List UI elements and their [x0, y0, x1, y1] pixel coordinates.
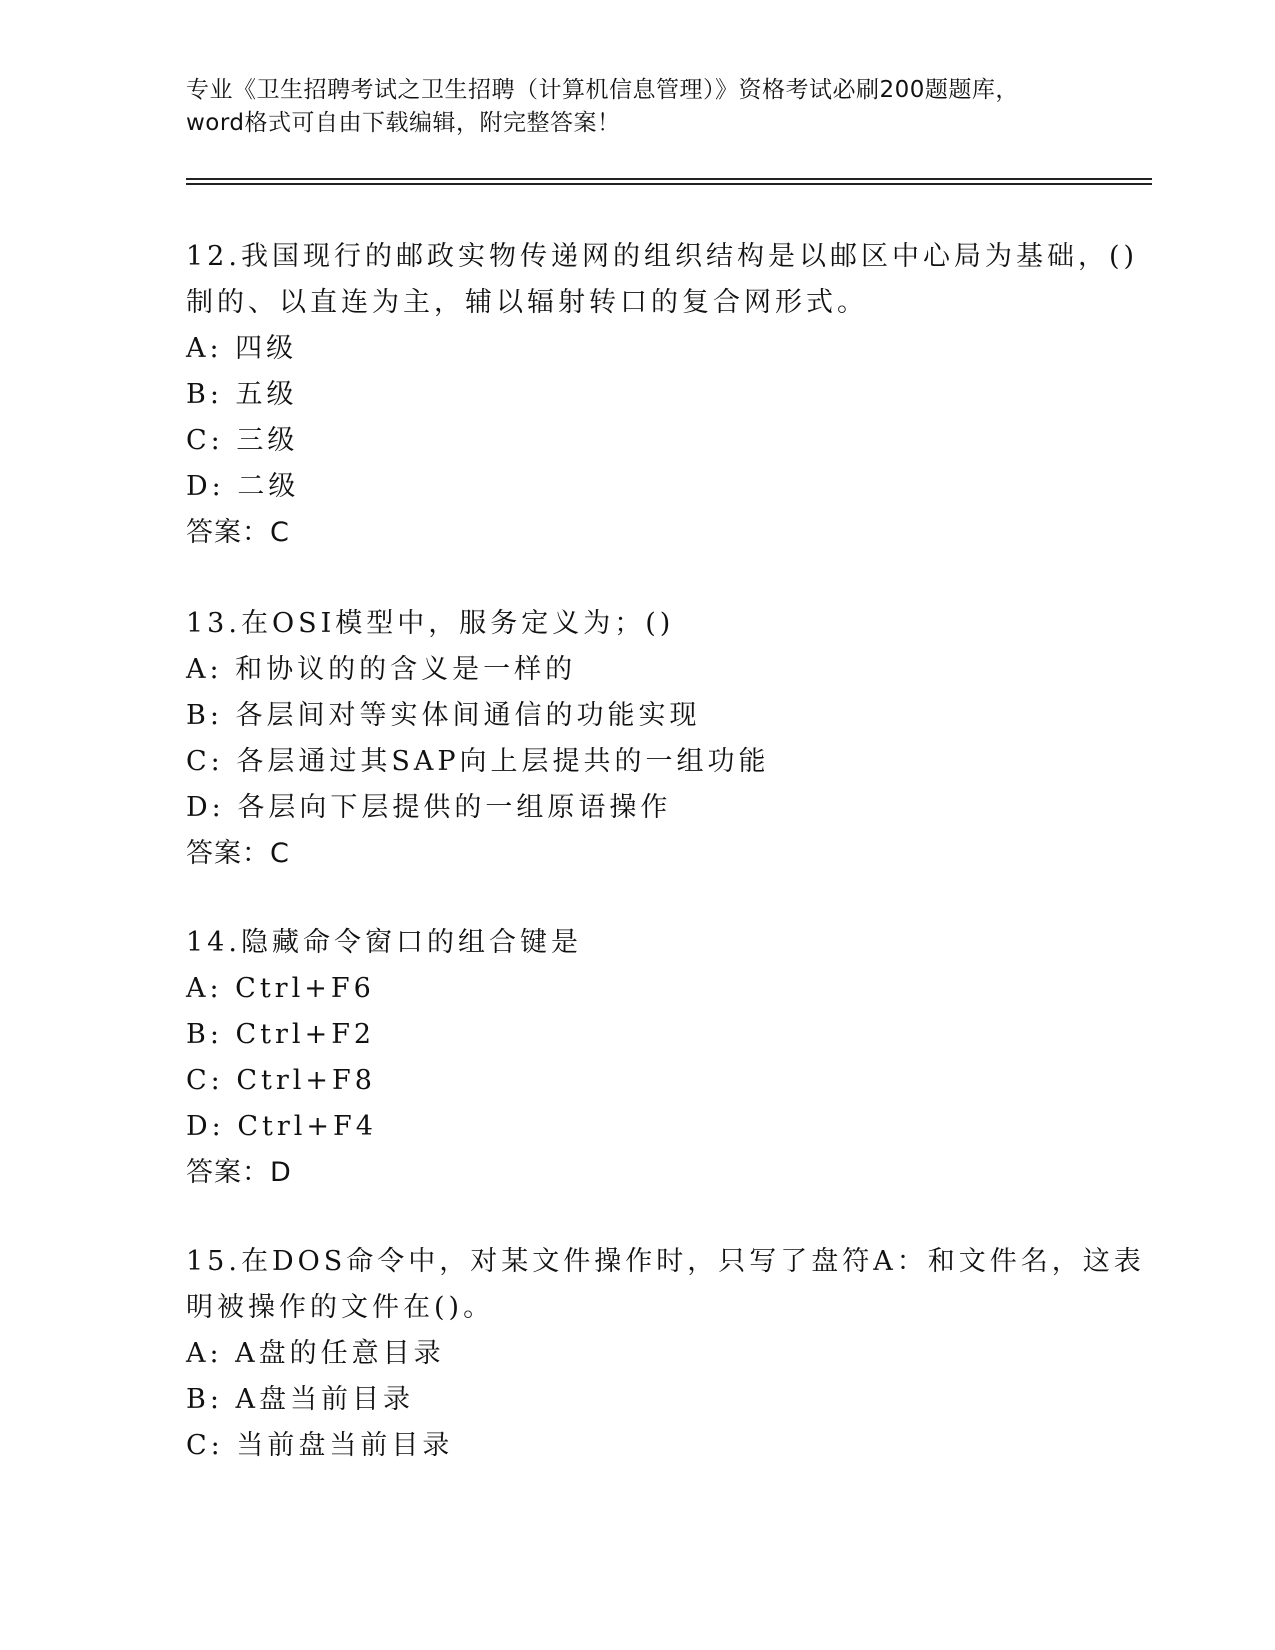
- question-stem-line: 12.我国现行的邮政实物传递网的组织结构是以邮区中心局为基础，(): [186, 241, 1139, 272]
- question-13: [186, 601, 1086, 877]
- question-12: [186, 234, 1139, 556]
- answer-line: 答案：C: [186, 517, 290, 548]
- header-divider-bottom: [186, 183, 1152, 185]
- option-c: C: 三级: [186, 425, 299, 456]
- option-b: B: Ctrl+F2: [186, 1019, 376, 1050]
- option-a: A: A盘的任意目录: [186, 1338, 445, 1369]
- option-b: B: 各层间对等实体间通信的功能实现: [186, 700, 701, 731]
- question-14: [186, 920, 1086, 1196]
- option-b: B: 五级: [186, 379, 298, 410]
- question-15: [186, 1239, 1145, 1469]
- question-stem-line: 14.隐藏命令窗口的组合键是: [186, 927, 582, 958]
- option-a: A: 四级: [186, 333, 298, 364]
- option-c: C: 各层通过其SAP向上层提共的一组功能: [186, 746, 770, 777]
- header-line-2: word格式可自由下载编辑，附完整答案！: [186, 110, 621, 136]
- option-a: A: Ctrl+F6: [186, 973, 375, 1004]
- option-d: D: 二级: [186, 471, 300, 502]
- option-a: A: 和协议的的含义是一样的: [186, 654, 577, 685]
- document-header: [186, 74, 1086, 140]
- option-b: B: A盘当前目录: [186, 1384, 415, 1415]
- question-stem-line: 13.在OSI模型中，服务定义为；(): [186, 608, 675, 639]
- question-stem-line: 制的、以直连为主，辅以辐射转口的复合网形式。: [186, 287, 868, 318]
- header-divider-top: [186, 178, 1152, 180]
- question-stem-line: 明被操作的文件在()。: [186, 1292, 495, 1323]
- option-d: D: 各层向下层提供的一组原语操作: [186, 792, 672, 823]
- option-c: C: Ctrl+F8: [186, 1065, 376, 1096]
- header-line-1: 专业《卫生招聘考试之卫生招聘（计算机信息管理）》资格考试必刷200题题库，: [186, 77, 1019, 103]
- answer-line: 答案：C: [186, 838, 290, 869]
- answer-line: 答案：D: [186, 1157, 292, 1188]
- question-stem-line: 15.在DOS命令中，对某文件操作时，只写了盘符A：和文件名，这表: [186, 1246, 1145, 1277]
- option-c: C: 当前盘当前目录: [186, 1430, 454, 1461]
- option-d: D: Ctrl+F4: [186, 1111, 377, 1142]
